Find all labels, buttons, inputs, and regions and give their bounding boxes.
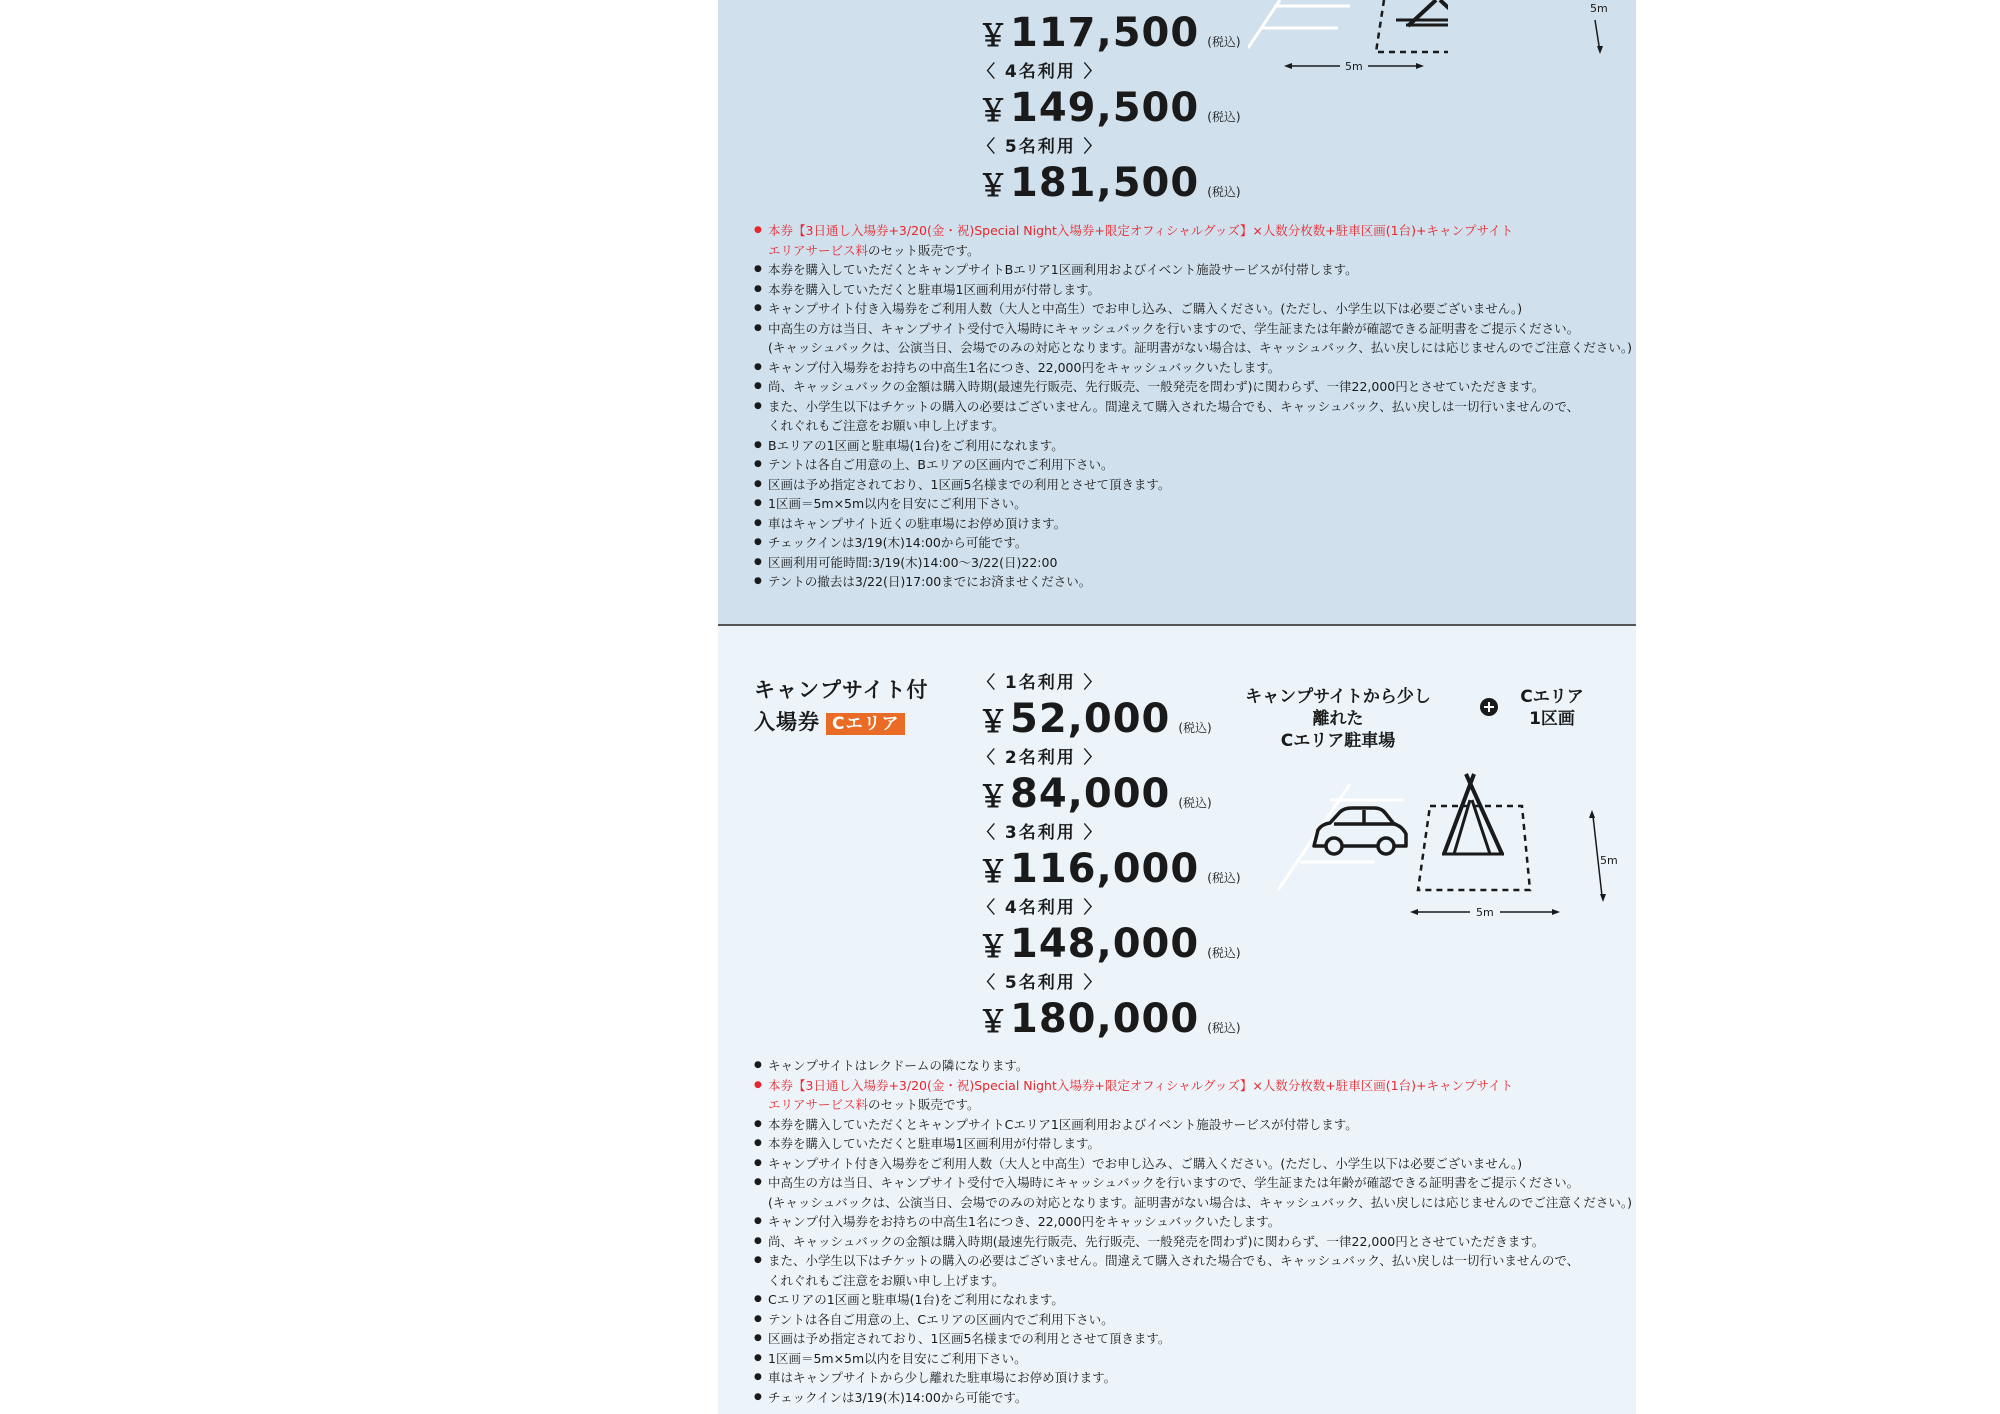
note-item: ● 中高生の方は当日、キャンプサイト受付で入場時にキャッシュバックを行いますので、学生証または年齢が確認できる証明書をご提示ください。 (キャッシュバックは、公演当日、会場でのみの対応となります。証明書がない場合は、キャッシュバック、払い戻しには応じませんのでご注意ください。) [754,1173,1628,1212]
occupancy-label: 〈 2名利用 〉 [978,748,1103,768]
price-row [978,844,1241,897]
dimension-arrow-horizontal [1284,58,1424,74]
price-amount: 52,000 [1010,696,1171,742]
dim-horizontal-label: 5m [1345,60,1363,73]
price-amount: 117,500 [1010,10,1200,56]
note-item: ● 本券を購入していただくと駐車場1区画利用が付帯します。 [754,1134,1628,1154]
note-tail-text: のセット販売です。 [868,242,980,258]
price-row [978,158,1241,211]
note-item: ● チェックインは3/19(木)14:00から可能です。 [754,533,1628,553]
note-item: ● キャンプサイトはレクドームの隣になります。 [754,1056,1628,1076]
note-item [754,1076,1628,1115]
price-amount: 116,000 [1010,846,1200,892]
parking-lines-icon [1248,0,1350,48]
yen-symbol: ￥ [978,94,1008,129]
campsite-b-ticket-panel [718,0,1636,624]
note-item: ● チェックインは3/19(木)14:00から可能です。 [754,1388,1628,1408]
tent-area-icon [1376,0,1448,52]
price-list [978,672,1241,1047]
price-row [978,994,1241,1047]
note-item: ● 本券を購入していただくとキャンプサイトBエリア1区画利用およびイベント施設サービスが付帯します。 [754,260,1628,280]
tax-included-label: (税込) [1207,1021,1241,1035]
note-item: ● 尚、キャッシュバックの金額は購入時期(最速先行販売、先行販売、一般発売を問わず)に関わらず、一律22,000円とさせていただきます。 [754,1232,1628,1252]
note-item: ● 尚、キャッシュバックの金額は購入時期(最速先行販売、先行販売、一般発売を問わず)に関わらず、一律22,000円とさせていただきます。 [754,377,1628,397]
price-amount: 181,500 [1010,160,1200,206]
price-row [978,694,1241,747]
ticket-title-line2: 入場券 [754,710,820,734]
yen-symbol: ￥ [978,19,1008,54]
note-item: ● キャンプ付入場券をお持ちの中高生1名につき、22,000円をキャッシュバックいたします。 [754,358,1628,378]
note-item: ● 区画は予め指定されており、1区画5名様までの利用とさせて頂きます。 [754,1329,1628,1349]
yen-symbol: ￥ [978,930,1008,965]
parking-caption-line2: Cエリア駐車場 [1280,731,1396,751]
note-item: ● テントは各自ご用意の上、Bエリアの区画内でご利用下さい。 [754,455,1628,475]
tax-included-label: (税込) [1207,871,1241,885]
yen-symbol: ￥ [978,1005,1008,1040]
note-item: ● 車はキャンプサイトから少し離れた駐車場にお停め頂けます。 [754,1368,1628,1388]
note-item: ● キャンプ付入場券をお持ちの中高生1名につき、22,000円をキャッシュバックいたします。 [754,1212,1628,1232]
occupancy-label: 〈 5名利用 〉 [978,137,1103,157]
note-highlight-text: 本券【3日通し入場券+3/20(金・祝)Special Night入場券+限定オフィシャルグッズ】×人数分枚数+駐車区画(1台)+キャンプサイト エリアサービス料 [768,1077,1514,1112]
tax-included-label: (税込) [1178,721,1212,735]
note-item: ● また、小学生以下はチケットの購入の必要はございません。間違えて購入された場合でも、キャッシュバック、払い戻しは一切行いませんので、 くれぐれもご注意をお願い申し上げます。 [754,397,1628,436]
note-item: ● 1区画＝5m×5m以内を目安にご利用下さい。 [754,1349,1628,1369]
area-caption-line1: Cエリア [1520,687,1584,707]
tent-area-icon [1418,774,1530,890]
price-row [978,919,1241,972]
dimension-arrows [1558,0,1618,80]
ticket-title-line1: キャンプサイト付 [754,678,929,702]
note-item: ● キャンプサイト付き入場券をご利用人数（大人と中高生）でお申し込み、ご購入ください。(ただし、小学生以下は必要ございません。) [754,1154,1628,1174]
note-item: ● Bエリアの1区画と駐車場(1台)をご利用になれます。 [754,436,1628,456]
area-badge: Cエリア [826,713,905,735]
area-caption [1512,686,1592,730]
price-amount: 84,000 [1010,771,1171,817]
note-item: ● 本券を購入していただくと駐車場1区画利用が付帯します。 [754,280,1628,300]
price-row [978,769,1241,822]
price-list [978,0,1241,211]
occupancy-label: 〈 3名利用 〉 [978,823,1103,843]
note-item: ● 区画は予め指定されており、1区画5名様までの利用とさせて頂きます。 [754,475,1628,495]
note-item: ● Cエリアの1区画と駐車場(1台)をご利用になれます。 [754,1290,1628,1310]
plus-icon [1480,698,1498,716]
tax-included-label: (税込) [1207,185,1241,199]
price-row [978,83,1241,136]
parking-caption [1238,686,1438,752]
note-item: ● テントは各自ご用意の上、Cエリアの区画内でご利用下さい。 [754,1310,1628,1330]
dim-vertical-label: 5m [1600,854,1618,867]
yen-symbol: ￥ [978,855,1008,890]
dimension-arrow-horizontal [1410,904,1560,920]
occupancy-label: 〈 4名利用 〉 [978,62,1103,82]
dim-vertical-label: 5m [1590,2,1608,15]
note-item: ● 車はキャンプサイト近くの駐車場にお停め頂けます。 [754,514,1628,534]
tax-included-label: (税込) [1207,35,1241,49]
occupancy-label [978,0,1241,8]
note-highlight-text: 本券【3日通し入場券+3/20(金・祝)Special Night入場券+限定オフィシャルグッズ】×人数分枚数+駐車区画(1台)+キャンプサイト エリアサービス料 [768,223,1514,258]
area-caption-line2: 1区画 [1529,709,1575,729]
notes-list [754,1056,1633,1407]
ticket-title [754,674,929,738]
parking-caption-line1: キャンプサイトから少し離れた [1245,687,1431,729]
price-amount: 148,000 [1010,921,1200,967]
price-amount: 149,500 [1010,85,1200,131]
tax-included-label: (税込) [1178,796,1212,810]
note-item: ● 中高生の方は当日、キャンプサイト受付で入場時にキャッシュバックを行いますので、学生証または年齢が確認できる証明書をご提示ください。 (キャッシュバックは、公演当日、会場でのみの対応となります。証明書がない場合は、キャッシュバック、払い戻しには応じませんのでご注意ください。) [754,319,1628,358]
occupancy-label: 〈 5名利用 〉 [978,973,1103,993]
occupancy-label: 〈 4名利用 〉 [978,898,1103,918]
note-item: ● 区画利用可能時間:3/19(木)14:00〜3/22(日)22:00 [754,553,1628,573]
notes-list [754,221,1633,592]
tax-included-label: (税込) [1207,110,1241,124]
price-amount: 180,000 [1010,996,1200,1042]
note-item: ● また、小学生以下はチケットの購入の必要はございません。間違えて購入された場合でも、キャッシュバック、払い戻しは一切行いませんので、 くれぐれもご注意をお願い申し上げます。 [754,1251,1628,1290]
note-item: ● 本券を購入していただくとキャンプサイトCエリア1区画利用およびイベント施設サービスが付帯します。 [754,1115,1628,1135]
price-row [978,8,1241,61]
yen-symbol: ￥ [978,169,1008,204]
dimension-arrows [1558,806,1618,916]
occupancy-label: 〈 1名利用 〉 [978,673,1103,693]
campsite-c-ticket-panel [718,626,1636,1414]
note-tail-text: のセット販売です。 [868,1097,980,1112]
note-item: ● キャンプサイト付き入場券をご利用人数（大人と中高生）でお申し込み、ご購入ください。(ただし、小学生以下は必要ございません。) [754,299,1628,319]
note-item: ● 1区画＝5m×5m以内を目安にご利用下さい。 [754,494,1628,514]
tax-included-label: (税込) [1207,946,1241,960]
note-item: ● テントの撤去は3/22(日)17:00までにお済ませください。 [754,572,1628,592]
dim-horizontal-label: 5m [1476,906,1494,919]
yen-symbol: ￥ [978,780,1008,815]
yen-symbol: ￥ [978,705,1008,740]
note-item [754,221,1628,260]
